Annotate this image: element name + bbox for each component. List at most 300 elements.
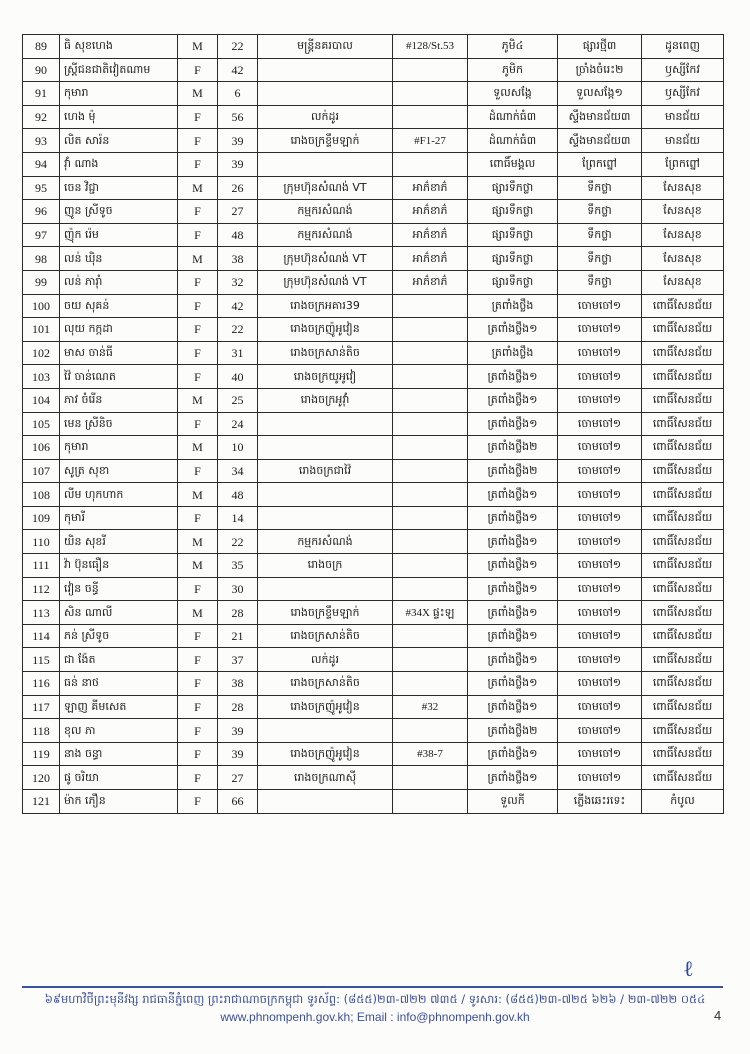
age-cell: 35 (218, 554, 258, 578)
commune-cell: ទួលសង្កែ១ (558, 82, 642, 106)
row-number-cell: 93 (23, 129, 60, 153)
sex-cell: M (178, 247, 218, 271)
house-number-cell (393, 459, 468, 483)
commune-cell: ចោមចៅ១ (558, 412, 642, 436)
row-number-cell: 100 (23, 294, 60, 318)
village-cell: ពោធិ៍មង្គល (468, 152, 558, 176)
village-cell: ត្រពាំងថ្លឹង១ (468, 742, 558, 766)
commune-cell: ចោមចៅ១ (558, 318, 642, 342)
sex-cell: F (178, 459, 218, 483)
row-number-cell: 92 (23, 105, 60, 129)
table-row (23, 719, 724, 743)
commune-cell: ស្ទឹងមានជ័យ៣ (558, 129, 642, 153)
person-name-cell: ចយ សុគន់ (60, 294, 178, 318)
person-name-cell: ជា ង៉ែត (60, 648, 178, 672)
row-number-cell: 105 (23, 412, 60, 436)
table-row (23, 648, 724, 672)
village-cell: ត្រពាំងថ្លឹង១ (468, 318, 558, 342)
table-row (23, 790, 724, 814)
table-row (23, 341, 724, 365)
district-cell: ពោធិ៍សែនជ័យ (642, 530, 724, 554)
sex-cell: F (178, 270, 218, 294)
house-number-cell: អាភ៌ខាភ៌ (393, 223, 468, 247)
house-number-cell (393, 554, 468, 578)
house-number-cell: #F1-27 (393, 129, 468, 153)
sex-cell: F (178, 742, 218, 766)
sex-cell: F (178, 790, 218, 814)
village-cell: ត្រពាំងថ្លឹង១ (468, 672, 558, 696)
village-cell: ត្រពាំងថ្លឹង១ (468, 648, 558, 672)
commune-cell: ស្ទឹងមានជ័យ៣ (558, 105, 642, 129)
row-number-cell: 104 (23, 388, 60, 412)
row-number-cell: 107 (23, 459, 60, 483)
age-cell: 38 (218, 247, 258, 271)
district-cell: ពោធិ៍សែនជ័យ (642, 412, 724, 436)
village-cell: ដំណាក់ធំ៣ (468, 129, 558, 153)
house-number-cell (393, 388, 468, 412)
table-row (23, 436, 724, 460)
commune-cell: ចោមចៅ១ (558, 483, 642, 507)
district-cell: ពោធិ៍សែនជ័យ (642, 695, 724, 719)
table-row (23, 35, 724, 59)
person-name-cell: លីម ហុកហាក (60, 483, 178, 507)
row-number-cell: 98 (23, 247, 60, 271)
commune-cell: ទឹកថ្លា (558, 223, 642, 247)
village-cell: ផ្សារទឹកថ្លា (468, 223, 558, 247)
district-cell: ពោធិ៍សែនជ័យ (642, 601, 724, 625)
sex-cell: F (178, 695, 218, 719)
table-row (23, 247, 724, 271)
row-number-cell: 102 (23, 341, 60, 365)
age-cell: 32 (218, 270, 258, 294)
person-name-cell: សូត្រ សុខា (60, 459, 178, 483)
house-number-cell (393, 483, 468, 507)
commune-cell: ចោមចៅ១ (558, 719, 642, 743)
table-row (23, 388, 724, 412)
village-cell: ដំណាក់ធំ៣ (468, 105, 558, 129)
village-cell: ត្រពាំងថ្លឹង១ (468, 695, 558, 719)
sex-cell: F (178, 506, 218, 530)
sex-cell: F (178, 105, 218, 129)
table-row (23, 624, 724, 648)
person-name-cell: ធន់ នាថ (60, 672, 178, 696)
table-row (23, 412, 724, 436)
table-row (23, 530, 724, 554)
village-cell: ផ្សារទឹកថ្លា (468, 200, 558, 224)
row-number-cell: 110 (23, 530, 60, 554)
village-cell: ត្រពាំងថ្លឹង១ (468, 365, 558, 389)
age-cell: 56 (218, 105, 258, 129)
sex-cell: F (178, 152, 218, 176)
district-cell: ពោធិ៍សែនជ័យ (642, 483, 724, 507)
person-name-cell: ញ៉ុក រ៉េម (60, 223, 178, 247)
occupation-cell: រោងចក្រញ៉ូអូវៀន (258, 318, 393, 342)
row-number-cell: 97 (23, 223, 60, 247)
district-cell: មានជ័យ (642, 105, 724, 129)
occupation-cell: កម្មករសំណង់ (258, 530, 393, 554)
occupation-cell (258, 82, 393, 106)
age-cell: 38 (218, 672, 258, 696)
house-number-cell (393, 790, 468, 814)
person-name-cell: ផូ ចរិយា (60, 766, 178, 790)
row-number-cell: 89 (23, 35, 60, 59)
row-number-cell: 109 (23, 506, 60, 530)
occupation-cell (258, 577, 393, 601)
house-number-cell (393, 719, 468, 743)
person-name-cell: ធិ សុខហេង (60, 35, 178, 59)
row-number-cell: 119 (23, 742, 60, 766)
age-cell: 27 (218, 766, 258, 790)
row-number-cell: 120 (23, 766, 60, 790)
occupation-cell: កម្មករសំណង់ (258, 200, 393, 224)
sex-cell: F (178, 223, 218, 247)
house-number-cell (393, 436, 468, 460)
person-name-cell: ញូន ស្រីទូច (60, 200, 178, 224)
table-row (23, 554, 724, 578)
district-cell: សែនសុខ (642, 176, 724, 200)
district-cell: ដូនពេញ (642, 35, 724, 59)
village-cell: ផ្សារទឹកថ្លា (468, 270, 558, 294)
house-number-cell (393, 672, 468, 696)
age-cell: 6 (218, 82, 258, 106)
person-name-cell: ចេន វិជ្ជា (60, 176, 178, 200)
commune-cell: ចោមចៅ១ (558, 554, 642, 578)
sex-cell: M (178, 601, 218, 625)
footer-divider (22, 986, 723, 988)
occupation-cell: រោងចក្រញ៉ូអូវៀន (258, 695, 393, 719)
district-cell: ពោធិ៍សែនជ័យ (642, 719, 724, 743)
person-name-cell: ភាវ ចំរើន (60, 388, 178, 412)
district-cell: ពោធិ៍សែនជ័យ (642, 459, 724, 483)
village-cell: ត្រពាំងថ្លឹង១ (468, 506, 558, 530)
age-cell: 39 (218, 152, 258, 176)
case-list-table (22, 34, 724, 814)
person-name-cell: លន់ ឃុិន (60, 247, 178, 271)
footer-website-email: www.phnompenh.gov.kh; Email : info@phnompenh.gov.kh (220, 1010, 530, 1024)
village-cell: ត្រពាំងថ្លឹង២ (468, 719, 558, 743)
district-cell: ឫស្សីកែវ (642, 82, 724, 106)
village-cell: ត្រពាំងថ្លឹង១ (468, 554, 558, 578)
sex-cell: F (178, 412, 218, 436)
commune-cell: ច្រាំងចំរេះ២ (558, 58, 642, 82)
district-cell: ពោធិ៍សែនជ័យ (642, 294, 724, 318)
table-row (23, 200, 724, 224)
village-cell: ត្រពាំងថ្លឹង១ (468, 412, 558, 436)
row-number-cell: 91 (23, 82, 60, 106)
commune-cell: ចោមចៅ១ (558, 341, 642, 365)
occupation-cell: រោងចក្រញ៉ូអូវៀន (258, 742, 393, 766)
table-row (23, 742, 724, 766)
table-row (23, 459, 724, 483)
person-name-cell: ខុល ភា (60, 719, 178, 743)
table-row (23, 695, 724, 719)
occupation-cell: រោងចក្រយូអូវៀ (258, 365, 393, 389)
table-row (23, 318, 724, 342)
commune-cell: ចោមចៅ១ (558, 577, 642, 601)
village-cell: ត្រពាំងថ្លឹង១ (468, 388, 558, 412)
occupation-cell: រោងចក្រខ្ទឹមឡាក់ (258, 601, 393, 625)
house-number-cell (393, 648, 468, 672)
table-row (23, 766, 724, 790)
age-cell: 48 (218, 483, 258, 507)
age-cell: 28 (218, 601, 258, 625)
house-number-cell: អាភ៌ខាភ៌ (393, 176, 468, 200)
occupation-cell (258, 506, 393, 530)
age-cell: 48 (218, 223, 258, 247)
occupation-cell: រោងចក្រជាវ៉ៃ (258, 459, 393, 483)
commune-cell: ចោមចៅ១ (558, 624, 642, 648)
person-name-cell: វ៉ា ប៊ុនធឿន (60, 554, 178, 578)
occupation-cell: រោងចក្រអគារ39 (258, 294, 393, 318)
table-row (23, 223, 724, 247)
sex-cell: F (178, 318, 218, 342)
district-cell: ពោធិ៍សែនជ័យ (642, 365, 724, 389)
occupation-cell: ក្រុមហ៊ុនសំណង់ VT (258, 270, 393, 294)
occupation-cell: ក្រុមហ៊ុនសំណង់ VT (258, 247, 393, 271)
district-cell: ពោធិ៍សែនជ័យ (642, 577, 724, 601)
occupation-cell: រោងចក្រអូវ៉ាំ (258, 388, 393, 412)
signature-mark: ℓ (683, 957, 694, 982)
commune-cell: ផ្សារថ្មី៣ (558, 35, 642, 59)
age-cell: 66 (218, 790, 258, 814)
age-cell: 14 (218, 506, 258, 530)
person-name-cell: ស្ត្រីជនជាតិវៀតណាម (60, 58, 178, 82)
occupation-cell: កម្មករសំណង់ (258, 223, 393, 247)
sex-cell: F (178, 766, 218, 790)
page-number: 4 (714, 1008, 722, 1023)
house-number-cell: #38-7 (393, 742, 468, 766)
commune-cell: ចោមចៅ១ (558, 672, 642, 696)
house-number-cell (393, 294, 468, 318)
row-number-cell: 108 (23, 483, 60, 507)
occupation-cell (258, 790, 393, 814)
commune-cell: ទឹកថ្លា (558, 200, 642, 224)
person-name-cell: កុមារា (60, 82, 178, 106)
table-row (23, 506, 724, 530)
district-cell: ពោធិ៍សែនជ័យ (642, 436, 724, 460)
row-number-cell: 99 (23, 270, 60, 294)
village-cell: ភូមិក (468, 58, 558, 82)
sex-cell: M (178, 436, 218, 460)
table-row (23, 672, 724, 696)
house-number-cell: អាភ៌ខាភ៌ (393, 247, 468, 271)
sex-cell: F (178, 365, 218, 389)
table-row (23, 129, 724, 153)
district-cell: ពោធិ៍សែនជ័យ (642, 766, 724, 790)
person-name-cell: ភន់ ស្រីទូច (60, 624, 178, 648)
table-row (23, 152, 724, 176)
district-cell: សែនសុខ (642, 270, 724, 294)
row-number-cell: 94 (23, 152, 60, 176)
commune-cell: ចោមចៅ១ (558, 506, 642, 530)
row-number-cell: 96 (23, 200, 60, 224)
district-cell: មានជ័យ (642, 129, 724, 153)
village-cell: ទួលកី (468, 790, 558, 814)
commune-cell: ចោមចៅ១ (558, 436, 642, 460)
table-row (23, 601, 724, 625)
age-cell: 27 (218, 200, 258, 224)
house-number-cell: #128/St.53 (393, 35, 468, 59)
commune-cell: ទឹកថ្លា (558, 247, 642, 271)
occupation-cell: មន្ត្រីនគរបាល (258, 35, 393, 59)
commune-cell: ចោមចៅ១ (558, 695, 642, 719)
village-cell: ត្រពាំងថ្លឹង១ (468, 766, 558, 790)
village-cell: ផ្សារទឹកថ្លា (468, 176, 558, 200)
commune-cell: ចោមចៅ១ (558, 530, 642, 554)
sex-cell: F (178, 129, 218, 153)
village-cell: ផ្សារទឹកថ្លា (468, 247, 558, 271)
age-cell: 34 (218, 459, 258, 483)
age-cell: 39 (218, 742, 258, 766)
occupation-cell: រោងចក្រ (258, 554, 393, 578)
row-number-cell: 101 (23, 318, 60, 342)
row-number-cell: 90 (23, 58, 60, 82)
person-name-cell: មាស ចាន់ធី (60, 341, 178, 365)
house-number-cell (393, 152, 468, 176)
house-number-cell (393, 530, 468, 554)
row-number-cell: 116 (23, 672, 60, 696)
person-name-cell: ហេង ម៉ុ (60, 105, 178, 129)
district-cell: សែនសុខ (642, 223, 724, 247)
house-number-cell (393, 58, 468, 82)
house-number-cell: #34X ផ្ទះឡ (393, 601, 468, 625)
row-number-cell: 103 (23, 365, 60, 389)
sex-cell: F (178, 341, 218, 365)
sex-cell: F (178, 624, 218, 648)
age-cell: 26 (218, 176, 258, 200)
village-cell: ទួលសង្កែ (468, 82, 558, 106)
person-name-cell: លុយ កក្កដា (60, 318, 178, 342)
house-number-cell (393, 105, 468, 129)
occupation-cell (258, 412, 393, 436)
age-cell: 42 (218, 294, 258, 318)
row-number-cell: 111 (23, 554, 60, 578)
table-row (23, 105, 724, 129)
village-cell: ត្រពាំងថ្លឹង១ (468, 483, 558, 507)
person-name-cell: យិន សុខរី (60, 530, 178, 554)
house-number-cell (393, 365, 468, 389)
commune-cell: ព្រែកព្នៅ (558, 152, 642, 176)
district-cell: ឫស្សីកែវ (642, 58, 724, 82)
row-number-cell: 117 (23, 695, 60, 719)
district-cell: ពោធិ៍សែនជ័យ (642, 388, 724, 412)
house-number-cell (393, 82, 468, 106)
age-cell: 10 (218, 436, 258, 460)
village-cell: ត្រពាំងថ្លឹង១ (468, 624, 558, 648)
commune-cell: ចោមចៅ១ (558, 766, 642, 790)
sex-cell: F (178, 294, 218, 318)
occupation-cell (258, 58, 393, 82)
commune-cell: ចោមចៅ១ (558, 601, 642, 625)
sex-cell: F (178, 200, 218, 224)
occupation-cell (258, 483, 393, 507)
district-cell: ពោធិ៍សែនជ័យ (642, 672, 724, 696)
sex-cell: M (178, 82, 218, 106)
house-number-cell (393, 766, 468, 790)
village-cell: ត្រពាំងថ្លឹង២ (468, 436, 558, 460)
district-cell: ពោធិ៍សែនជ័យ (642, 554, 724, 578)
house-number-cell (393, 318, 468, 342)
village-cell: ត្រពាំងថ្លឹង១ (468, 530, 558, 554)
occupation-cell: រោងចក្រសាន់តិច (258, 624, 393, 648)
district-cell: ពោធិ៍សែនជ័យ (642, 648, 724, 672)
commune-cell: ចោមចៅ១ (558, 294, 642, 318)
village-cell: ត្រពាំងថ្លឹង២ (468, 459, 558, 483)
occupation-cell: លក់ដូរ (258, 648, 393, 672)
sex-cell: F (178, 719, 218, 743)
age-cell: 37 (218, 648, 258, 672)
person-name-cell: វ៉ាំ ណាង (60, 152, 178, 176)
sex-cell: M (178, 176, 218, 200)
row-number-cell: 113 (23, 601, 60, 625)
district-cell: ពោធិ៍សែនជ័យ (642, 341, 724, 365)
person-name-cell: សិន ណាលី (60, 601, 178, 625)
person-name-cell: នាង ចន្ធា (60, 742, 178, 766)
village-cell: ត្រពាំងថ្លឹង (468, 341, 558, 365)
age-cell: 24 (218, 412, 258, 436)
table-row (23, 58, 724, 82)
footer-address: ៦៩មហាវិថីព្រះមុនីវង្ស រាជធានីភ្នំពេញ ព្រះរាជាណាចក្រកម្ពុជា ទូរស័ព្ទ: (៨៥៥)២៣-៧២២ ៧៣៥ / ទូរសារ: (៨៥៥)២៣-៧២៥ ៦២៦ / ២៣-៧២២ ០៥៤ (44, 992, 706, 1006)
district-cell: ពោធិ៍សែនជ័យ (642, 318, 724, 342)
district-cell: សែនសុខ (642, 200, 724, 224)
commune-cell: ចោមចៅ១ (558, 648, 642, 672)
sex-cell: F (178, 58, 218, 82)
house-number-cell: អាភ៌ខាភ៌ (393, 270, 468, 294)
district-cell: ពោធិ៍សែនជ័យ (642, 624, 724, 648)
table-row (23, 483, 724, 507)
occupation-cell (258, 436, 393, 460)
sex-cell: M (178, 35, 218, 59)
district-cell: សែនសុខ (642, 247, 724, 271)
age-cell: 30 (218, 577, 258, 601)
occupation-cell: ក្រុមហ៊ុនសំណង់ VT (258, 176, 393, 200)
occupation-cell: រោងចក្រសាន់តិច (258, 341, 393, 365)
age-cell: 40 (218, 365, 258, 389)
row-number-cell: 106 (23, 436, 60, 460)
sex-cell: M (178, 530, 218, 554)
occupation-cell: រោងចក្រណាស៊ី (258, 766, 393, 790)
commune-cell: ភ្លើងឆេះរទេះ (558, 790, 642, 814)
person-name-cell: លិត សារ៉ន (60, 129, 178, 153)
age-cell: 31 (218, 341, 258, 365)
table-row (23, 365, 724, 389)
sex-cell: F (178, 577, 218, 601)
person-name-cell: មេន ស្រីនិច (60, 412, 178, 436)
person-name-cell: កុមារា (60, 436, 178, 460)
house-number-cell: អាភ៌ខាភ៌ (393, 200, 468, 224)
commune-cell: ទឹកថ្លា (558, 270, 642, 294)
sex-cell: M (178, 483, 218, 507)
commune-cell: ទឹកថ្លា (558, 176, 642, 200)
house-number-cell: #32 (393, 695, 468, 719)
table-row (23, 82, 724, 106)
age-cell: 39 (218, 719, 258, 743)
village-cell: ត្រពាំងថ្លឹង១ (468, 577, 558, 601)
row-number-cell: 118 (23, 719, 60, 743)
house-number-cell (393, 624, 468, 648)
house-number-cell (393, 412, 468, 436)
district-cell: ព្រែកព្នៅ (642, 152, 724, 176)
village-cell: ត្រពាំងថ្លឹង១ (468, 601, 558, 625)
house-number-cell (393, 506, 468, 530)
sex-cell: M (178, 388, 218, 412)
row-number-cell: 95 (23, 176, 60, 200)
table-row (23, 270, 724, 294)
table-row (23, 577, 724, 601)
age-cell: 39 (218, 129, 258, 153)
age-cell: 42 (218, 58, 258, 82)
person-name-cell: ម៉ាក ភឿន (60, 790, 178, 814)
